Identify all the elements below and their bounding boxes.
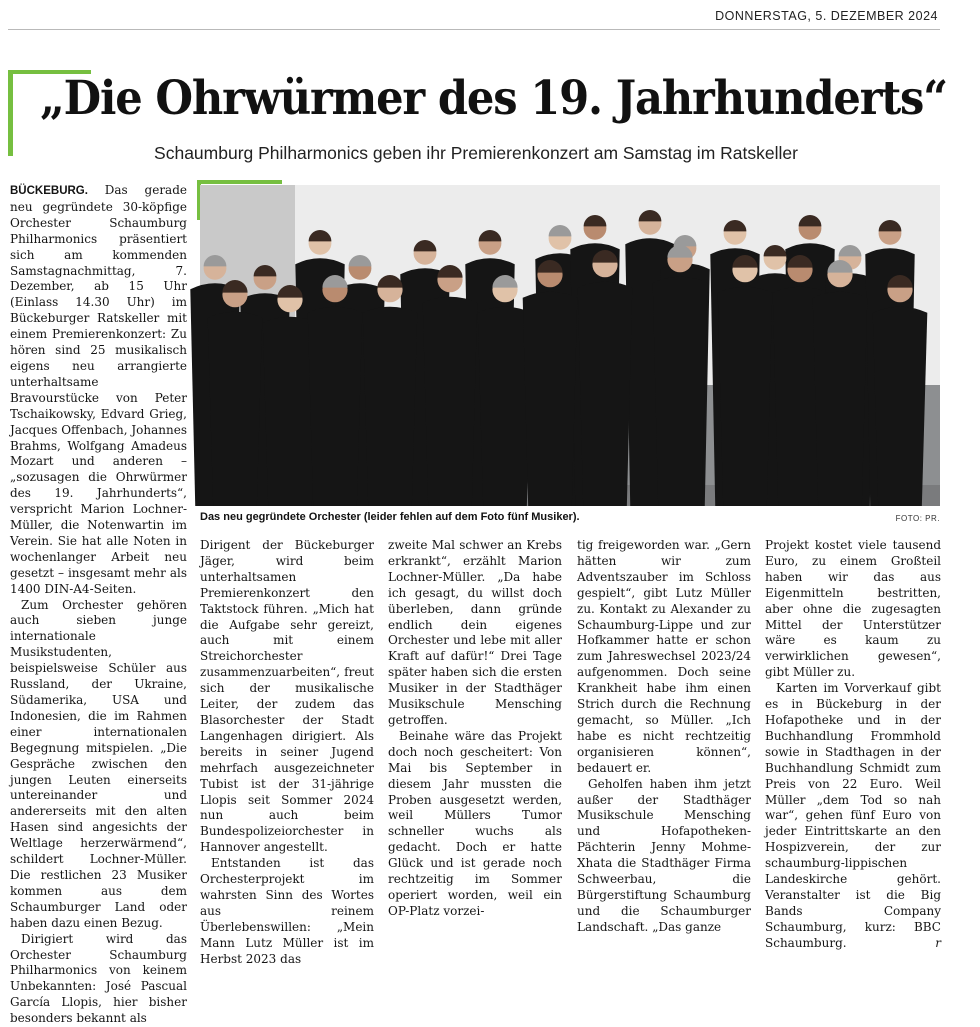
paragraph: tig freigeworden war. „Gern hätten wir zum Adventszauber im Schloss gespielt“, gibt Lutz Müller zu. Kontakt zu Alexander zu Schaumburg-Lippe und zur Hofkammer hatte er schon zum Jahreswechsel 2023/24 aufgenommen. Doch seine Krankheit habe ihm einen Strich durch die Rechnung gemacht, so Müller. „Ich habe es nicht rechtzeitig organisieren können“, bedauert er. <box>577 538 751 775</box>
musician-body <box>523 292 578 506</box>
article-column-1 <box>10 183 187 1026</box>
article-column-2 <box>200 538 374 966</box>
musician-body <box>308 307 363 506</box>
group-photo-illustration <box>200 185 940 506</box>
dateline-place: BÜCKEBURG. <box>10 185 88 197</box>
subheadline: Schaumburg Philharmonics geben ihr Premierenkonzert am Samstag im Ratskeller <box>154 143 798 163</box>
photo-credit: FOTO: PR. <box>895 514 940 523</box>
paragraph: Projekt kostet viele tausend Euro, zu einem Großteil haben wir das aus Eigenmitteln bestritten, aber ohne die zugesagten Mittel der Unterstützer wäre es kaum zu verwirklichen gewesen“, gibt Müller zu. <box>765 538 941 680</box>
paragraph-text: Karten im Vorverkauf gibt es in Bückeburg in der Hofapotheke und in der Buchhandlung Frommhold sowie in Stadthagen in der Buchhandlung Schmidt zum Preis von 22 Euro. Weil Müller „dem Tod so nah war“, gehen fünf Euro von jeder Eintrittskarte an den Hospizverein, der zur schaumburg-lippischen Landeskirche gehört. Veranstalter ist die Big Bands Company Schaumburg, kurz: BBC Schaumburg. <box>765 681 941 950</box>
article-column-5 <box>765 538 941 950</box>
paragraph: zweite Mal schwer an Krebs erkrankt“, erzählt Marion Lochner-Müller. „Da habe ich gesagt, du willst doch überleben, dann gründe endlich dein eigenes Orchester und lebe mit aller Kraft auf dafür!“ Drei Tage später haben sich die ersten Musiker in der Stadthäger Musikschule Mensching getroffen. <box>388 538 562 727</box>
musician-body <box>813 292 868 506</box>
paragraph: Geholfen haben ihm jetzt außer der Stadthäger Musikschule Mensching und Hofapotheken-Pächterin Jenny Mohme-Xhata die Stadthäger Firma Schweerbau, die Bürgerstiftung Schaumburg und die Schaumburger Landschaft. „Das ganze <box>577 776 751 934</box>
musician-body <box>423 297 478 506</box>
end-mark: r <box>935 935 941 950</box>
paragraph: Zum Orchester gehören auch sieben junge internationale Musikstudenten, beispielsweise Schüler aus Russland, der Ukraine, Südamerika, USA und Indonesien, die im Rahmen einer internationalen Begegnung mitspielen. „Die Gespräche zwischen den jungen Leuten einerseits untereinander und andererseits mit den alten Hasen sind angesichts der Weltlage herzerwärmend“, schildert Lochner-Müller. Die restlichen 23 Musiker kommen aus dem Schaumburger Land oder haben dazu einen Bezug. <box>10 597 187 930</box>
headline: „Die Ohrwürmer des 19. Jahrhunderts“ <box>40 71 947 126</box>
header-rule <box>8 29 940 30</box>
dateline: DONNERSTAG, 5. DEZEMBER 2024 <box>715 9 938 23</box>
paragraph: Entstanden ist das Orchesterprojekt im wahrsten Sinn des Wortes aus reinem Überlebenswillen: „Mein Mann Lutz Müller ist im Herbst 2023 das <box>200 856 374 966</box>
musician-body <box>873 307 928 506</box>
article-column-4 <box>577 538 751 934</box>
article-column-3 <box>388 538 562 918</box>
paragraph <box>765 681 941 951</box>
paragraph: Beinahe wäre das Projekt doch noch gescheitert: Von Mai bis September in diesem Jahr mussten die Proben ausgesetzt werden, weil Müllers Tumor schneller wuchs als gedacht. Doch er hatte Glück und ist gerade noch rechtzeitig im Sommer operiert worden, weil ein OP-Platz vorzei- <box>388 728 562 918</box>
lede-paragraph <box>10 183 187 598</box>
photo-accent-bar <box>197 180 282 184</box>
musician-body <box>578 282 633 506</box>
paragraph-text: Das gerade neu gegründete 30-köpfige Orchester Schaumburg Philharmonics präsentiert sich am kommenden Samstagnachmittag, 7. Dezember, ab 15 Uhr (Einlass 14.30 Uhr) im Bückeburger Ratskeller mit einem Premierenkonzert: Zu hören sind 25 musikalisch eigens neu arrangierte unterhaltsame Bravourstücke von Peter Tschaikowsky, Edvard Grieg, Jacques Offenbach, Johannes Brahms, Wolfgang Amadeus Mozart und anderen – „sozusagen die Ohrwürmer des 19. Jahrhunderts“, verspricht Marion Lochner-Müller, die Notenwartin im Verein. Sie hat alle Noten in wochenlanger Arbeit neu gesetzt – insgesamt mehr als 1400 DIN-A4-Seiten. <box>10 183 187 596</box>
musician-body <box>653 277 708 506</box>
orchestra-group-photo <box>200 185 940 506</box>
musician-body <box>363 307 418 506</box>
paragraph: Dirigent der Bückeburger Jäger, wird beim unterhaltsamen Premierenkonzert den Taktstock führen. „Mich hat die Aufgabe sehr gereizt, auch mit einem Streichorchester zusammenzuarbeiten“, freut sich der musikalische Leiter, der zudem das Blasorchester der Stadt Langenhagen dirigiert. Als bereits in seiner Jugend mehrfach ausgezeichneter Tubist ist der 31-jährige Llopis seit Sommer 2024 nun auch beim Bundespolizeiorchester in Hannover angestellt. <box>200 538 374 855</box>
musician-body <box>208 312 263 506</box>
paragraph: Dirigiert wird das Orchester Schaumburg Philharmonics von keinem Unbekannten: José Pascual García Llopis, hier bisher besonders bekannt als <box>10 931 187 1026</box>
photo-caption: Das neu gegründete Orchester (leider fehlen auf dem Foto fünf Musiker). <box>200 511 580 523</box>
musician-body <box>718 287 773 506</box>
